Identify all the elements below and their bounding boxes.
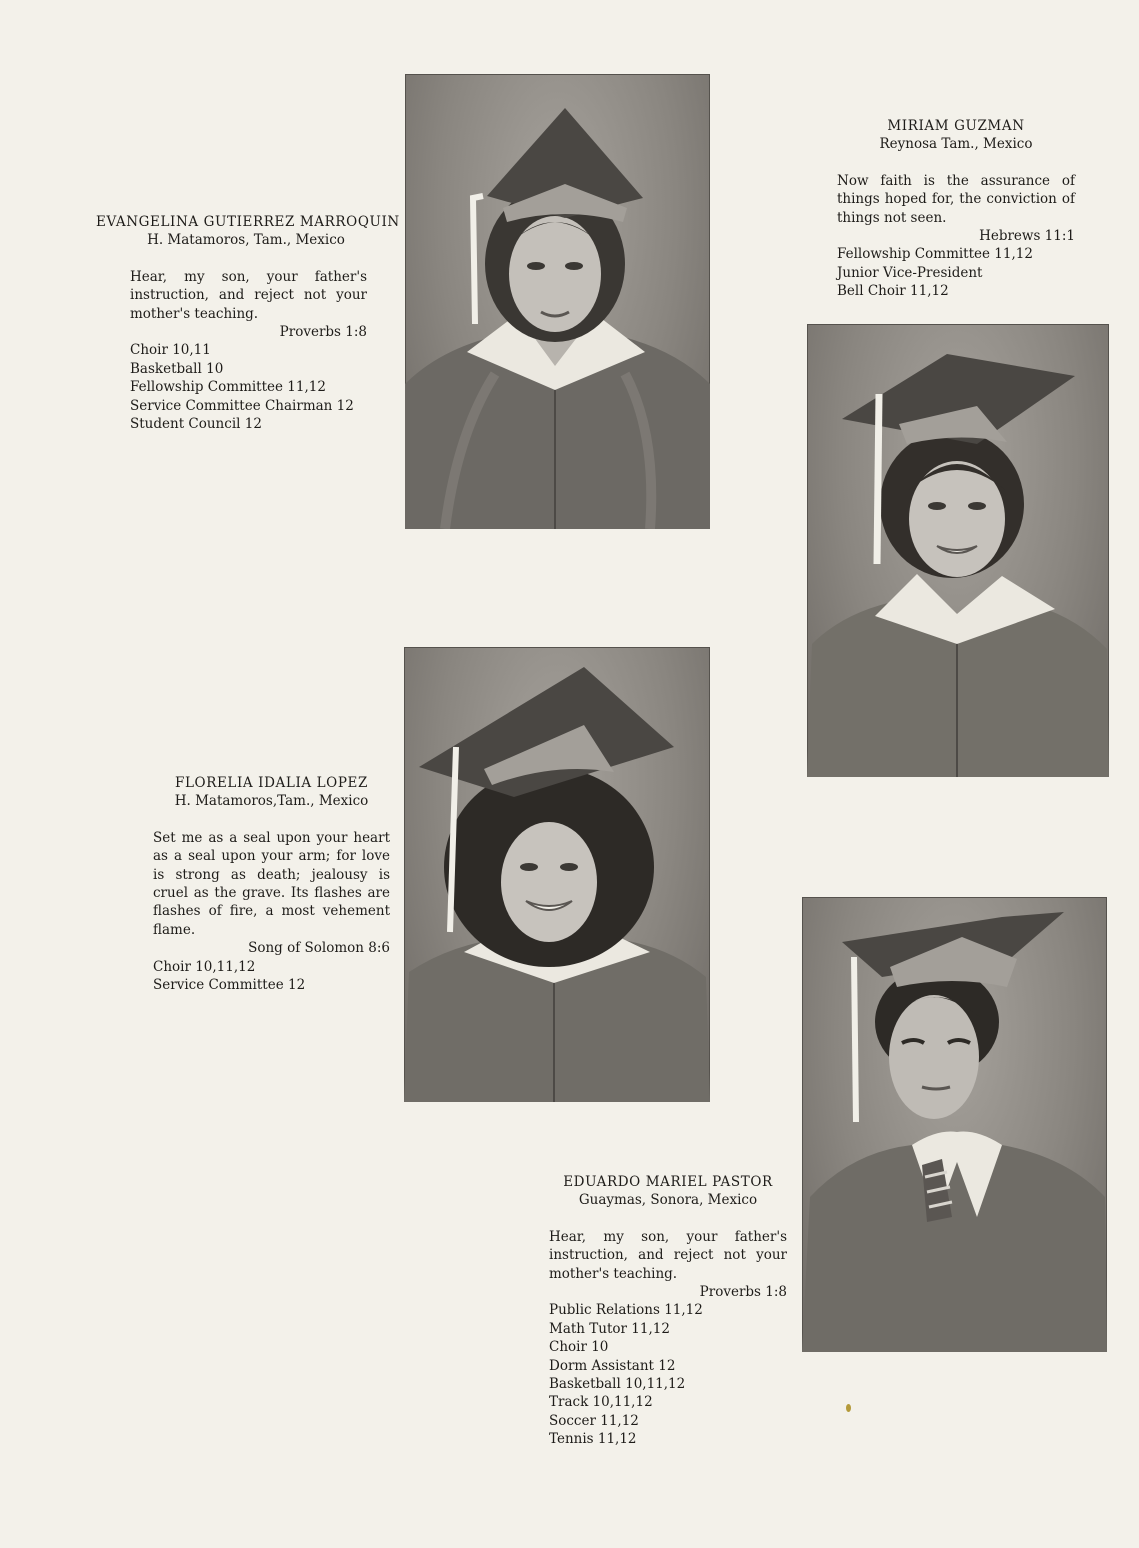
- student-location: H. Matamoros,Tam., Mexico: [174, 793, 369, 810]
- activity-item: Soccer 11,12: [549, 1412, 639, 1429]
- portrait-photo-eduardo: [802, 897, 1107, 1352]
- activity-item: Student Council 12: [130, 416, 262, 433]
- activity-item: Fellowship Committee 11,12: [837, 246, 1033, 263]
- student-name: EDUARDO MARIEL PASTOR: [563, 1174, 773, 1190]
- portrait-photo-florelia: [404, 647, 710, 1102]
- verse-reference: Proverbs 1:8: [699, 1284, 787, 1301]
- student-entry-evangelina: [96, 213, 400, 433]
- student-name: FLORELIA IDALIA LOPEZ: [175, 775, 368, 791]
- activity-item: Dorm Assistant 12: [549, 1357, 676, 1374]
- verse-reference: Song of Solomon 8:6: [248, 940, 390, 957]
- bible-verse: Hear, my son, your father's instruction, and reject not your mother's teaching.: [130, 268, 367, 322]
- activity-item: Fellowship Committee 11,12: [130, 379, 326, 396]
- activity-item: Service Committee Chairman 12: [130, 397, 354, 414]
- activity-item: Service Committee 12: [153, 977, 306, 994]
- graduate-portrait-image: [404, 647, 710, 1102]
- activity-item: Choir 10,11: [130, 342, 211, 359]
- bible-verse: Hear, my son, your father's instruction, and reject not your mother's teaching.: [549, 1228, 787, 1282]
- portrait-photo-evangelina: [405, 74, 710, 529]
- student-name: EVANGELINA GUTIERREZ MARROQUIN: [96, 214, 400, 230]
- print-speck: [846, 1404, 851, 1412]
- activity-item: Public Relations 11,12: [549, 1302, 703, 1319]
- graduate-portrait-image: [807, 324, 1109, 777]
- activity-item: Math Tutor 11,12: [549, 1320, 670, 1337]
- graduate-portrait-image: [802, 897, 1107, 1352]
- activity-list: [837, 245, 1075, 300]
- student-location: Reynosa Tam., Mexico: [879, 136, 1033, 153]
- activity-item: Tennis 11,12: [549, 1431, 637, 1448]
- activity-item: Track 10,11,12: [549, 1394, 653, 1411]
- verse-reference: Hebrews 11:1: [979, 228, 1075, 245]
- student-location: Guaymas, Sonora, Mexico: [578, 1192, 758, 1209]
- student-entry-eduardo: [549, 1173, 787, 1449]
- activity-list: [153, 958, 390, 995]
- student-entry-miriam: [837, 117, 1075, 301]
- activity-item: Basketball 10,11,12: [549, 1376, 686, 1393]
- bible-verse: Now faith is the assurance of things hoped for, the conviction of things not seen.: [837, 172, 1075, 226]
- activity-list: [130, 341, 367, 433]
- verse-reference: Proverbs 1:8: [279, 324, 367, 341]
- portrait-photo-miriam: [807, 324, 1109, 777]
- activity-item: Basketball 10: [130, 360, 224, 377]
- activity-item: Choir 10,11,12: [153, 958, 256, 975]
- student-name: MIRIAM GUZMAN: [887, 118, 1025, 134]
- student-location: H. Matamoros, Tam., Mexico: [147, 232, 345, 249]
- activity-list: [549, 1301, 787, 1448]
- activity-item: Junior Vice-President: [837, 264, 983, 281]
- graduate-portrait-image: [405, 74, 710, 529]
- activity-item: Choir 10: [549, 1339, 609, 1356]
- bible-verse: Set me as a seal upon your heart as a seal upon your arm; for love is strong as death; jealousy is cruel as the grave. Its flashes are flashes of fire, a most vehement flame.: [153, 829, 390, 938]
- student-entry-florelia: [153, 774, 390, 994]
- activity-item: Bell Choir 11,12: [837, 283, 949, 300]
